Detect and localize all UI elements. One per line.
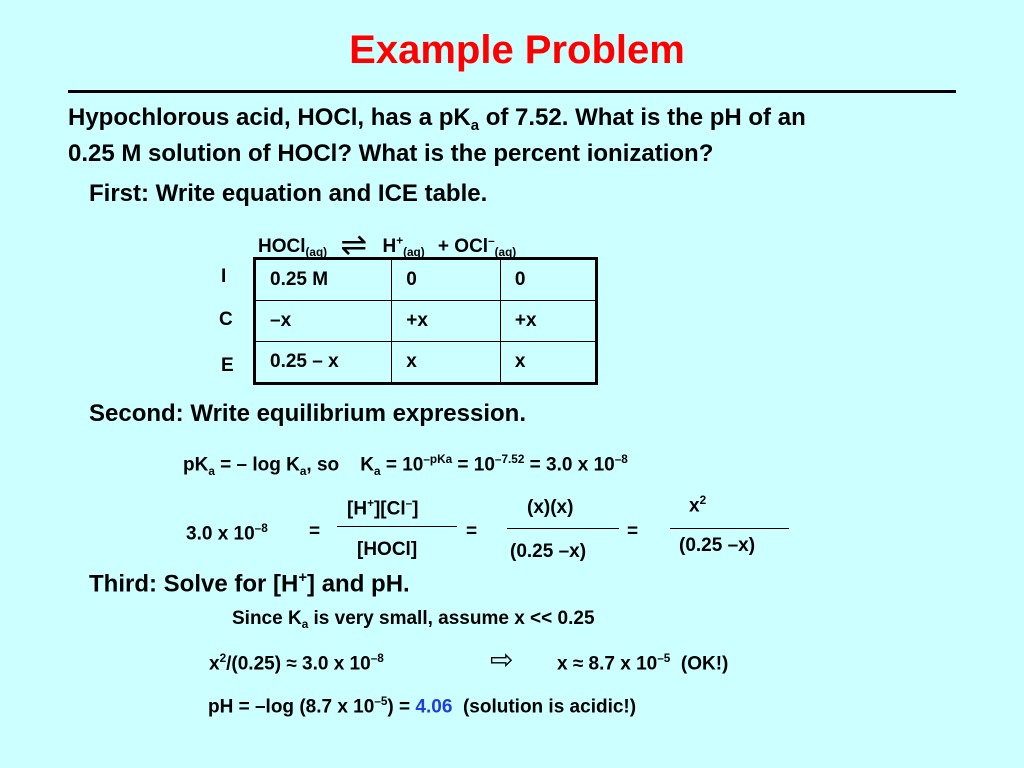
problem-line-2: 0.25 M solution of HOCl? What is the percent ionization? (68, 140, 714, 167)
fraction-3-denominator: (0.25 –x) (679, 535, 756, 556)
equals-sign: = (627, 521, 639, 542)
ice-cell: +x (392, 301, 501, 342)
ice-cell: 0.25 M (255, 259, 392, 301)
chem-equation: HOCl$_{(aq)}$ ⇌ $H^+_{(aq)} + OCl^-_{(aq)}$ (258, 226, 517, 262)
implies-arrow-icon: ⇨ (490, 644, 514, 675)
slide-title: Example Problem (349, 28, 685, 72)
x-result: x ≈ 8.7 x $10^{-5}$ (OK!) (557, 652, 729, 675)
ka-value: 3.0 x $10^{-8}$ (186, 522, 268, 545)
title-divider (68, 90, 956, 93)
fraction-2-denominator: (0.25 –x) (510, 541, 587, 562)
fraction-3-bar (670, 528, 789, 529)
equilibrium-arrow-icon: ⇌ (340, 226, 368, 262)
ice-label-change: C (219, 309, 233, 330)
ice-cell: x (500, 342, 596, 384)
step-2-heading: Second: Write equilibrium expression. (89, 400, 526, 427)
ice-cell: –x (255, 301, 392, 342)
ice-cell: 0 (500, 259, 596, 301)
fraction-1-denominator: [HOCl] (357, 539, 418, 560)
ice-label-initial: I (221, 266, 227, 287)
ice-row-initial (255, 259, 597, 301)
ice-label-equilibrium: E (221, 355, 234, 376)
problem-line-1: Hypochlorous acid, HOCl, has a $pK_a$ of 7.52. What is the pH of an (68, 104, 806, 135)
fraction-1-bar (337, 526, 457, 527)
fraction-1-numerator: [H+][Cl–] (347, 497, 419, 520)
ice-row-change (255, 301, 597, 342)
fraction-2-bar (507, 528, 619, 529)
ice-cell: x (392, 342, 501, 384)
small-ka-assumption: Since $K_a$ is very small, assume x << 0.25 (232, 608, 595, 632)
equals-sign: = (466, 521, 478, 542)
fraction-3-numerator: $x^2$ (689, 494, 707, 517)
ph-result: pH = –log (8.7 x $10^{-5}) = 4.06$ (solution is acidic!) (208, 695, 637, 718)
ph-answer: 4.06 (415, 696, 453, 718)
ice-table (253, 257, 598, 385)
fraction-2-numerator: (x)(x) (527, 497, 574, 518)
solve-for-x: $x^2/(0.25) \approx 3.0$ x $10^{-8}$ (209, 652, 384, 675)
ice-cell: 0 (392, 259, 501, 301)
step-3-heading: Third: Solve for [H+] and pH. (89, 570, 410, 598)
pka-relation: $pK_a$ = – $\log K_a$, so $K_a = 10^{-pKa} = 10^{-7.52} = 3.0$ x $10^{-8}$ (183, 453, 628, 478)
ice-cell: +x (500, 301, 596, 342)
ice-cell: 0.25 – x (255, 342, 392, 384)
step-1-heading: First: Write equation and ICE table. (89, 180, 488, 207)
equals-sign: = (309, 521, 321, 542)
ice-row-equilibrium (255, 342, 597, 384)
